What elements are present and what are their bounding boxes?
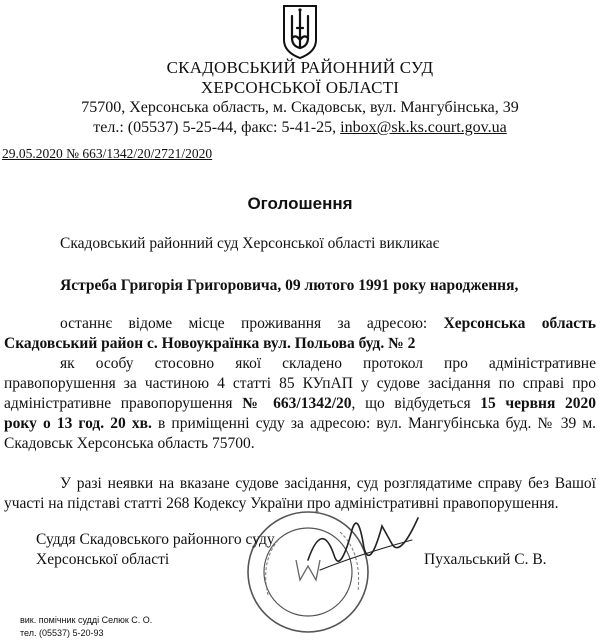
judge-position-line-2: Херсонської області [36, 551, 170, 568]
protocol-line-4 [4, 414, 596, 434]
person-name: Ястреба Григорія Григоровича, 09 лютого 1991 року народження, [60, 277, 519, 294]
judge-position-line-1: Суддя Скадовського районного суду [36, 531, 275, 548]
court-region-line: ХЕРСОНСЬКОЇ ОБЛАСТІ [200, 78, 400, 97]
protocol-line-1: як особу стосовно якої складено протокол про адміністративне [60, 355, 596, 372]
absence-line-2: участі на підставі статті 268 Кодексу України про адміністративні правопорушення. [4, 495, 559, 512]
absence-line-1: У разі неявки на вказане судове засідання, суд розглядатиме справу без Вашої [60, 475, 596, 492]
summons-text: Скадовський районний суд Херсонської області викликає [60, 235, 440, 252]
court-contacts [0, 118, 600, 138]
coat-of-arms-icon [281, 4, 319, 60]
protocol-line-2: правопорушення за частиною 4 статті 85 КУпАП у судове засідання по справі про [4, 375, 596, 392]
protocol-line-5: Скадовськ Херсонська область 75700. [4, 435, 255, 452]
document-reference: 29.05.2020 № 663/1342/20/2721/2020 [2, 146, 213, 161]
assistant-phone: тел. (05537) 5-20-93 [20, 628, 104, 638]
court-name-line: СКАДОВСЬКИЙ РАЙОННИЙ СУД [166, 58, 434, 77]
hearing-date: 15 червня 2020 [480, 395, 596, 412]
protocol-line-3-b: , що відбудеться [351, 395, 471, 412]
residence-line-2: Скадовський район с. Новоукраїнка вул. Польова буд. № 2 [4, 335, 416, 352]
phone-fax: тел.: (05537) 5-25-44, факс: 5-41-25, [93, 119, 337, 136]
protocol-line-4-rest: в приміщенні суду за адресою: вул. Мангубінська буд. № 39 м. [157, 415, 596, 432]
protocol-line-3 [4, 394, 596, 414]
email-link[interactable]: inbox@sk.ks.court.gov.ua [340, 119, 507, 136]
residence-line-1 [60, 314, 596, 334]
judge-name: Пухальський С. В. [424, 551, 547, 568]
residence-region: Херсонська область [443, 315, 596, 332]
case-number: № 663/1342/20 [242, 395, 352, 412]
residence-prefix: останнє відоме місце проживання за адресою: [60, 315, 428, 332]
protocol-line-3-a: адміністративне правопорушення [4, 395, 233, 412]
judge-signature [300, 500, 430, 590]
document-title: Оголошення [247, 194, 353, 213]
hearing-time: року о 13 год. 20 хв. [4, 415, 152, 432]
court-address: 75700, Херсонська область, м. Скадовськ, вул. Мангубінська, 39 [81, 99, 519, 116]
court-name [0, 58, 600, 98]
assistant-note: вик. помічник судді Селюк С. О. [20, 615, 153, 625]
